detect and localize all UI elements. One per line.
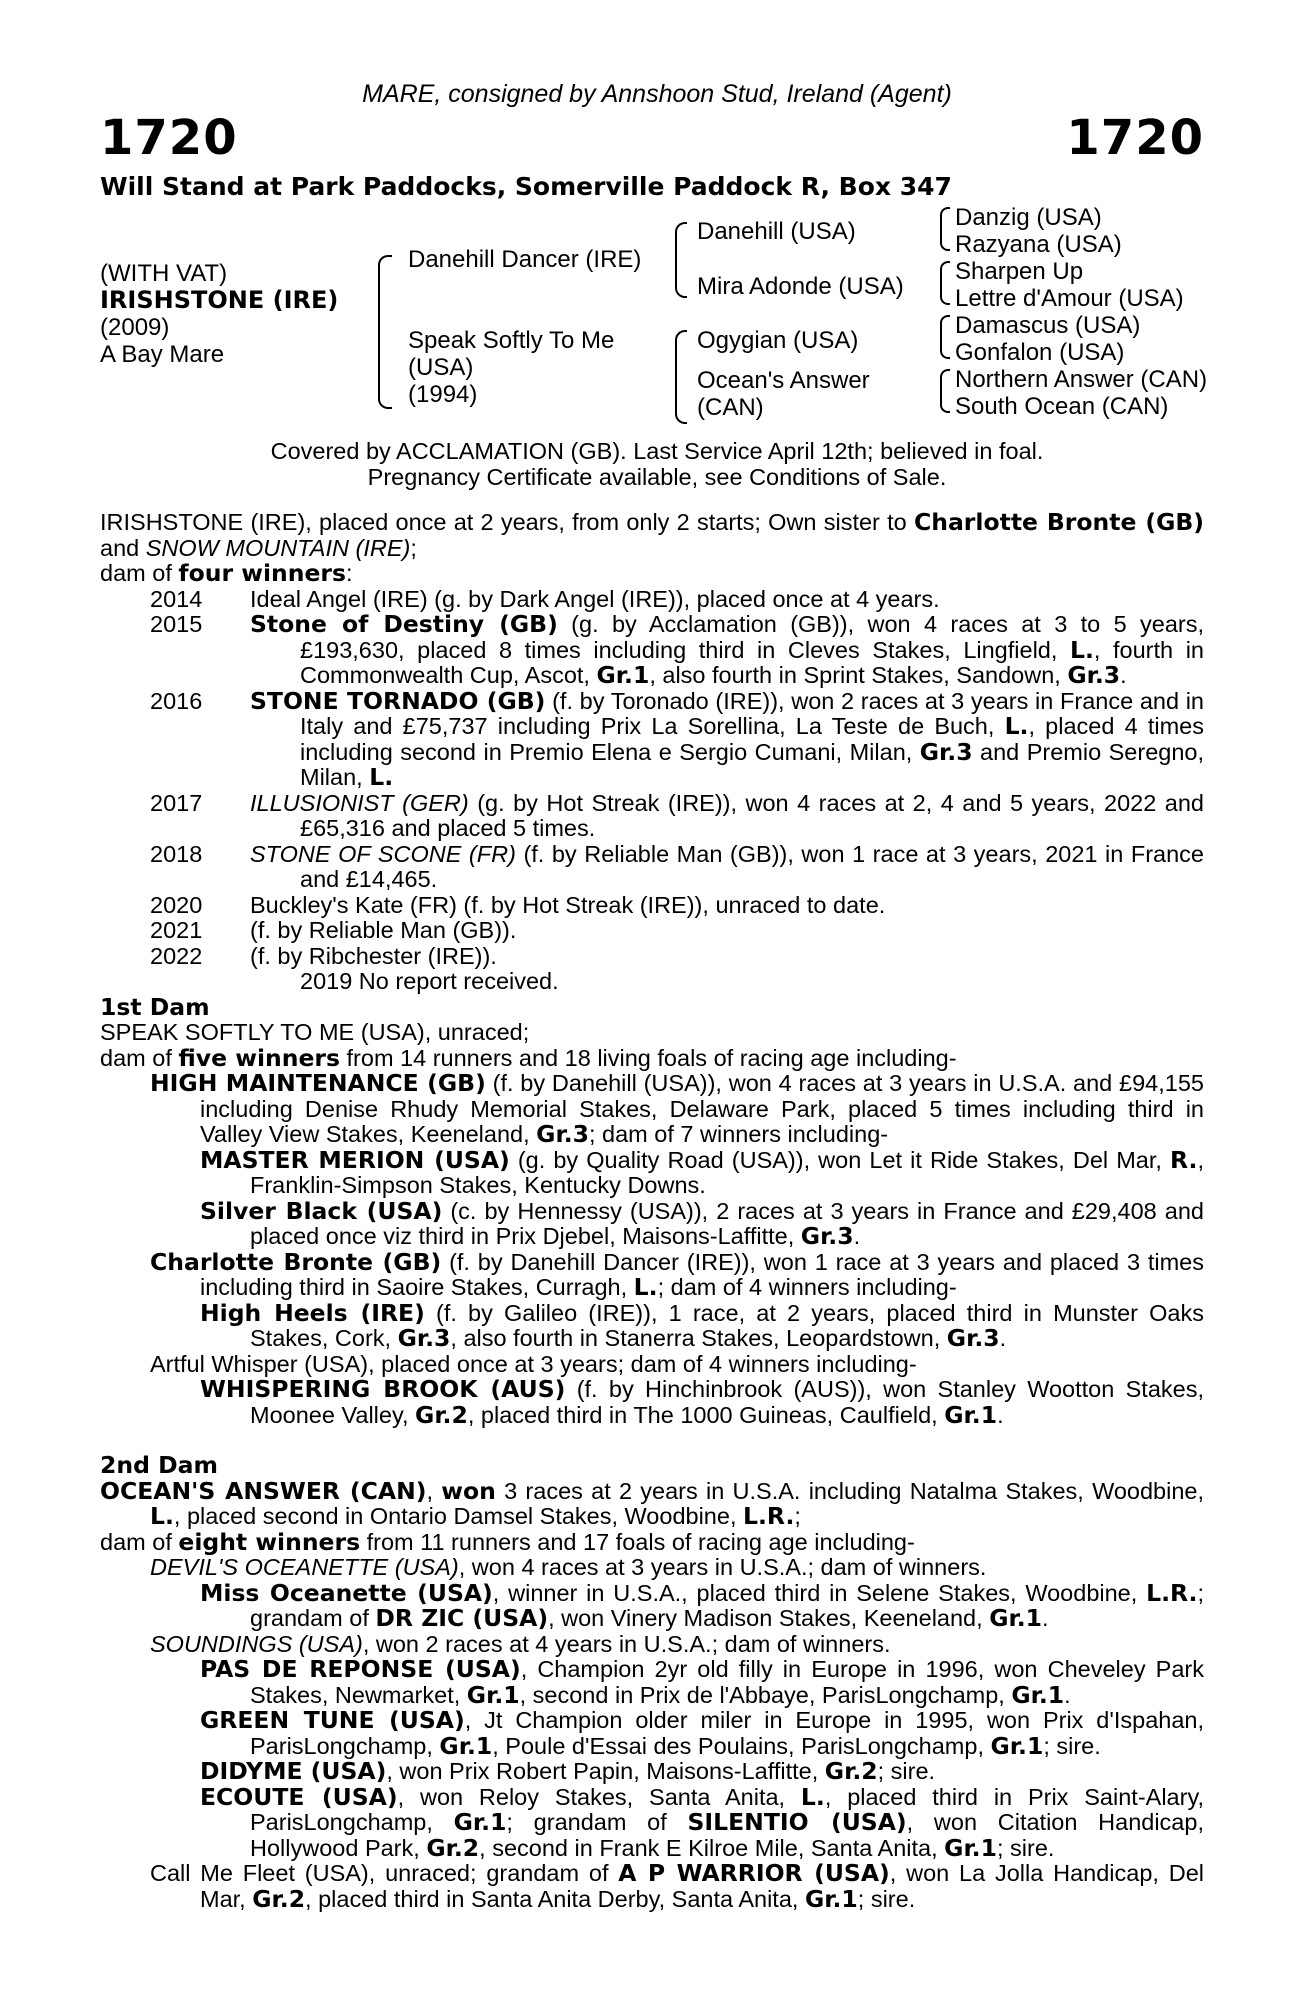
pedigree-sdd: Lettre d'Amour (USA) — [955, 285, 1184, 312]
pedigree-brace-dd — [940, 369, 950, 413]
soundings-entry: SOUNDINGS (USA), won 2 races at 4 years in U.S.A.; dam of winners. — [150, 1630, 891, 1657]
pedigree-brace-ds — [940, 315, 950, 359]
pedigree-ss: Danehill (USA) — [697, 218, 856, 245]
didyme-entry: DIDYME (USA), won Prix Robert Papin, Maisons-Laffitte, Gr.2; sire. — [200, 1757, 936, 1785]
pedigree-sire: Danehill Dancer (IRE) — [408, 246, 642, 273]
artful-whisper-entry: Artful Whisper (USA), placed once at 3 years; dam of 4 winners including- — [150, 1350, 917, 1377]
pedigree-dam: Speak Softly To Me (USA) (1994) — [408, 327, 615, 408]
produce-2014: 2014 Ideal Angel (IRE) (g. by Dark Angel (IRE)), placed once at 4 years. — [150, 585, 940, 612]
produce-2018: 2018 STONE OF SCONE (FR) (f. by Reliable Man (GB)), won 1 race at 3 years, 2021 in France and £14,465. — [150, 840, 1204, 892]
produce-2019-note: 2019 No report received. — [300, 968, 559, 994]
produce-2021: 2021 (f. by Reliable Man (GB)). — [150, 917, 517, 943]
pedigree-brace-sire — [675, 222, 687, 298]
devils-oceanette-entry: DEVIL'S OCEANETTE (USA), won 4 races at 3 years in U.S.A.; dam of winners. — [150, 1554, 987, 1580]
intro-line: IRISHSTONE (IRE), placed once at 2 years, from only 2 starts; Own sister to Charlotte Bronte (GB) and SNOW MOUNTAIN (IRE); — [100, 508, 1205, 561]
high-heels-entry: High Heels (IRE) (f. by Galileo (IRE)), 1 race, at 2 years, placed third in Munster Oaks Stakes, Cork, Gr.3, also fourth in Stanerra Stakes, Leopardstown, Gr.3. — [200, 1298, 1204, 1352]
pedigree-ddd: South Ocean (CAN) — [955, 393, 1169, 420]
covering-notes — [0, 438, 1314, 490]
master-merion-entry: MASTER MERION (USA) (g. by Quality Road (USA)), won Let it Ride Stakes, Del Mar, R., Franklin-Simpson Stakes, Kentucky Downs. — [200, 1145, 1204, 1198]
pedigree-ds: Ogygian (USA) — [697, 327, 859, 354]
horse-identity — [100, 260, 338, 368]
first-dam-record: dam of five winners from 14 runners and 18 living foals of racing age including- — [100, 1043, 957, 1072]
ecoute-entry: ECOUTE (USA), won Reloy Stakes, Santa Anita, L., placed third in Prix Saint-Alary, ParisLongchamp, Gr.1; grandam of SILENTIO (USA), won Citation Handicap, Hollywood Park, Gr.2, second in Frank E Kilroe Mile, Santa Anita, Gr.1; sire. — [200, 1782, 1204, 1862]
pedigree-sd: Mira Adonde (USA) — [697, 273, 904, 300]
pedigree-dss: Damascus (USA) — [955, 312, 1141, 339]
miss-oceanette-entry: Miss Oceanette (USA), winner in U.S.A., placed third in Selene Stakes, Woodbine, L.R.; grandam of DR ZIC (USA), won Vinery Madison Stakes, Keeneland, Gr.1. — [200, 1578, 1204, 1632]
covered-line: Covered by ACCLAMATION (GB). Last Service April 12th; believed in foal. — [270, 438, 1044, 464]
second-dam-record: dam of eight winners from 11 runners and 17 foals of racing age including- — [100, 1527, 915, 1556]
pedigree-brace-ss — [940, 207, 950, 251]
pedigree-dds: Northern Answer (CAN) — [955, 366, 1208, 393]
call-me-fleet-entry: Call Me Fleet (USA), unraced; grandam of A P WARRIOR (USA), won La Jolla Handicap, Del Mar, Gr.2, placed third in Santa Anita Derby, Santa Anita, Gr.1; sire. — [150, 1859, 1204, 1913]
lot-number-right: 1720 — [1066, 110, 1204, 166]
first-dam-name: SPEAK SOFTLY TO ME (USA), unraced; — [100, 1019, 530, 1045]
catalogue-body — [100, 510, 1204, 1912]
pedigree-dsd: Gonfalon (USA) — [955, 339, 1125, 366]
silver-black-entry: Silver Black (USA) (c. by Hennessy (USA)), 2 races at 3 years in France and £29,408 and placed once viz third in Prix Djebel, Maisons-Laffitte, Gr.3. — [200, 1196, 1204, 1250]
consignment-line: MARE, consigned by Annshoon Stud, Ireland (Agent) — [362, 80, 952, 108]
pedigree-sds: Sharpen Up — [955, 258, 1084, 285]
second-dam-heading: 2nd Dam — [100, 1451, 218, 1479]
pedigree-brace-dam — [675, 330, 687, 424]
whispering-brook-entry: WHISPERING BROOK (AUS) (f. by Hinchinbrook (AUS)), won Stanley Wootton Stakes, Moonee Valley, Gr.2, placed third in The 1000 Guineas, Caulfield, Gr.1. — [200, 1375, 1205, 1429]
horse-year: (2009) — [100, 314, 170, 341]
green-tune-entry: GREEN TUNE (USA), Jt Champion older miler in Europe in 1995, won Prix d'Ispahan, ParisLongchamp, Gr.1, Poule d'Essai des Poulains, ParisLongchamp, Gr.1; sire. — [200, 1706, 1205, 1760]
first-dam-heading: 1st Dam — [100, 992, 210, 1021]
certificate-line: Pregnancy Certificate available, see Conditions of Sale. — [367, 464, 947, 490]
lot-number-left: 1720 — [100, 110, 238, 166]
produce-2016: 2016 STONE TORNADO (GB) (f. by Toronado (IRE)), won 2 races at 3 years in France and in Italy and £75,737 including Prix La Sorellina, La Teste de Buch, L., placed 4 times including second in Premio Elena e Sergio Cumani, Milan, Gr.3 and Premio Seregno, Milan, L. — [150, 686, 1204, 791]
produce-2022: 2022 (f. by Ribchester (IRE)). — [150, 942, 497, 969]
stand-location: Will Stand at Park Paddocks, Somerville Paddock R, Box 347 — [100, 172, 952, 201]
pas-de-reponse-entry: PAS DE REPONSE (USA), Champion 2yr old filly in Europe in 1996, won Cheveley Park Stakes, Newmarket, Gr.1, second in Prix de l'Abbaye, ParisLongchamp, Gr.1. — [200, 1655, 1205, 1709]
produce-2017: 2017 ILLUSIONIST (GER) (g. by Hot Streak (IRE)), won 4 races at 2, 4 and 5 years, 2022 and £65,316 and placed 5 times. — [150, 789, 1204, 841]
horse-name: IRISHSTONE (IRE) — [100, 286, 339, 314]
charlotte-bronte-entry: Charlotte Bronte (GB) (f. by Danehill Dancer (IRE)), won 1 race at 3 years and placed 3 times including third in Saoire Stakes, Curragh, L.; dam of 4 winners including- — [150, 1247, 1204, 1301]
pedigree-brace-main — [378, 255, 392, 409]
pedigree-sss: Danzig (USA) — [955, 204, 1102, 231]
high-maintenance-entry: HIGH MAINTENANCE (GB) (f. by Danehill (USA)), won 4 races at 3 years in U.S.A. and £94,155 including Denise Rhudy Memorial Stakes, Delaware Park, placed 5 times including third in Valley View Stakes, Keeneland, Gr.3; dam of 7 winners including- — [150, 1069, 1204, 1148]
produce-2020: 2020 Buckley's Kate (FR) (f. by Hot Streak (IRE)), unraced to date. — [150, 891, 886, 918]
pedigree-brace-sd — [940, 261, 950, 305]
pedigree-dd: Ocean's Answer (CAN) — [697, 367, 870, 421]
vat-note: (WITH VAT) — [100, 260, 228, 287]
intro-dam-of: dam of four winners: — [100, 559, 353, 587]
oceans-answer-entry: OCEAN'S ANSWER (CAN), won 3 races at 2 years in U.S.A. including Natalma Stakes, Woodbine, L., placed second in Ontario Damsel Stakes, Woodbine, L.R.; — [100, 1476, 1204, 1530]
produce-2015: 2015 Stone of Destiny (GB) (g. by Acclamation (GB)), won 4 races at 3 to 5 years, £193,630, placed 8 times including third in Cleves Stakes, Lingfield, L., fourth in Commonwealth Cup, Ascot, Gr.1, also fourth in Sprint Stakes, Sandown, Gr.3. — [150, 610, 1204, 689]
pedigree-ssd: Razyana (USA) — [955, 231, 1122, 258]
horse-description: A Bay Mare — [100, 341, 225, 368]
